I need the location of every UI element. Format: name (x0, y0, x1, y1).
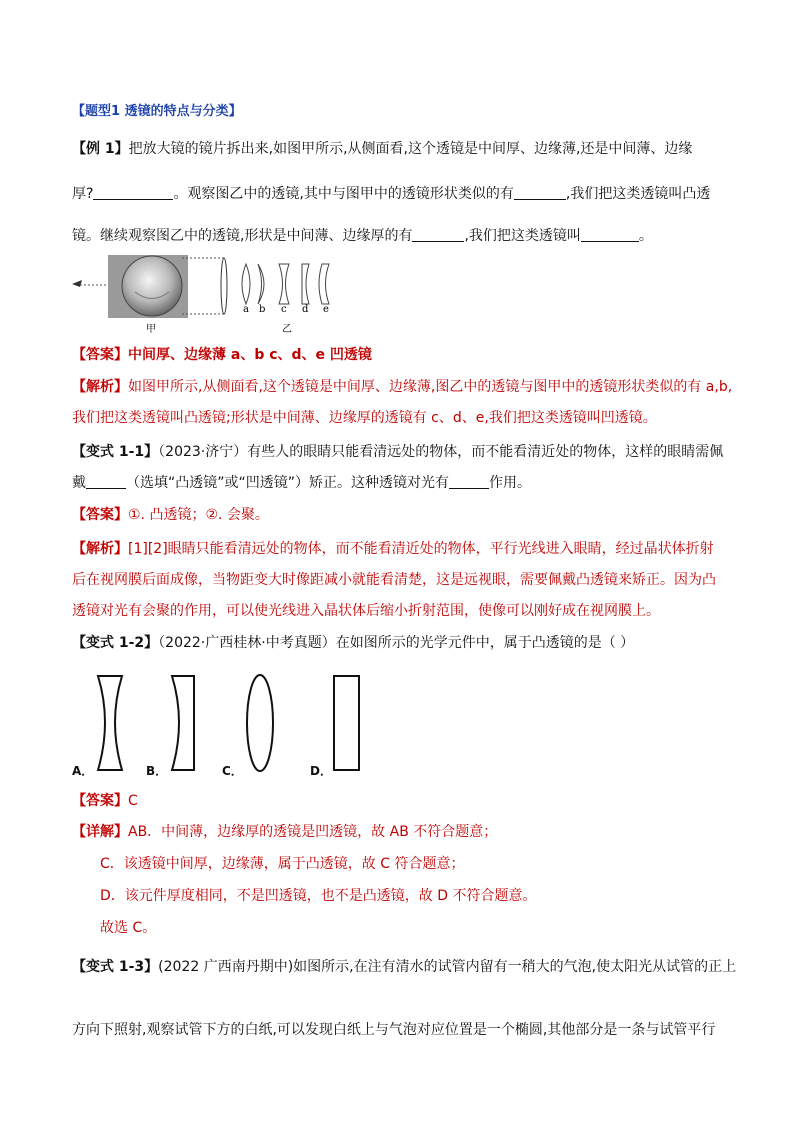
example-text: 。 (638, 228, 653, 244)
detail-label: 【详解】 (72, 824, 128, 840)
analysis-text: 如图甲所示,从侧面看,这个透镜是中间厚、边缘薄,图乙中的透镜与图甲中的透镜形状类似的有 a,b, (128, 379, 733, 395)
analysis-1-1-line-2: 后在视网膜后面成像，当物距变大时像距减小就能看清楚，这是远视眼，需要佩戴凸透镜来矫正。因为凸 (72, 572, 716, 588)
example-text: 。观察图乙中的透镜,其中与图甲中的透镜形状类似的有 (173, 186, 514, 202)
answer-blank[interactable] (86, 474, 126, 489)
lens-a (242, 264, 250, 304)
answer-text: C (128, 793, 138, 809)
analysis-label: 【解析】 (72, 541, 128, 557)
option-b-plano-concave-lens (172, 676, 194, 770)
answer-1-2 (72, 791, 138, 811)
option-d-label[interactable]: D． (310, 764, 332, 778)
variant-text: （2023·济宁）有些人的眼睛只能看清远处的物体，而不能看清近处的物体，这样的眼睛需佩 (158, 444, 724, 460)
answer-blank[interactable] (93, 185, 173, 200)
answer-text: ①. 凸透镜；②. 会聚。 (128, 507, 269, 523)
detail-text: AB．中间薄，边缘厚的透镜是凹透镜，故 AB 不符合题意； (128, 824, 498, 840)
example-text: ,我们把这类透镜叫凸透 (565, 186, 711, 202)
figure-label-jia: 甲 (146, 324, 156, 335)
example-1-line-3 (72, 226, 653, 246)
answer-1-1 (72, 505, 269, 525)
variant-text: 作用。 (489, 475, 532, 491)
example-text: 镜。继续观察图乙中的透镜,形状是中间薄、边缘厚的有 (72, 228, 413, 244)
analysis-1-1-line-3: 透镜对光有会聚的作用，可以使光线进入晶状体后缩小折射范围，使像可以刚好成在视网膜上。 (72, 603, 660, 619)
variant-1-1-line-1 (72, 442, 723, 462)
variant-1-2 (72, 633, 634, 653)
variant-label: 【变式 1-2】 (72, 635, 159, 651)
variant-label: 【变式 1-3】 (72, 959, 159, 975)
variant-1-3-line-1 (72, 957, 736, 977)
figure-label-yi: 乙 (282, 324, 292, 335)
lens-label: e (323, 304, 329, 315)
example-text: ,我们把这类透镜叫 (464, 228, 581, 244)
magnifier-lens (122, 256, 182, 316)
lens-c (279, 264, 289, 304)
analysis-1-line-1 (72, 377, 732, 397)
example-text: 厚? (72, 186, 94, 202)
variant-1-3-line-2: 方向下照射,观察试管下方的白纸,可以发现白纸上与气泡对应位置是一个椭圆,其他部分是一条与试管平行 (72, 1022, 716, 1038)
answer-1 (72, 345, 372, 365)
section-title: 【题型1 透镜的特点与分类】 (72, 104, 242, 119)
answer-label: 【答案】 (72, 507, 128, 523)
lens-label: a (243, 304, 249, 315)
variant-text: （选填“凸透镜”或“凹透镜”）矫正。这种透镜对光有 (126, 475, 450, 491)
answer-label: 【答案】 (72, 793, 128, 809)
answer-blank[interactable] (449, 474, 489, 489)
answer-text: 中间厚、边缘薄 a、b c、d、e 凹透镜 (128, 347, 372, 363)
lens-d (302, 264, 309, 304)
option-c-convex-lens (247, 675, 273, 771)
option-a-label[interactable]: A． (72, 764, 94, 778)
analysis-1-line-2: 我们把这类透镜叫凸透镜;形状是中间薄、边缘厚的透镜有 c、d、e,我们把这类透镜叫凹透镜。 (72, 410, 657, 426)
lens-side-view (221, 258, 227, 314)
option-b-label[interactable]: B． (146, 764, 168, 778)
detail-1-2-line-2: C．该透镜中间厚，边缘薄，属于凸透镜，故 C 符合题意； (100, 856, 465, 872)
variant-text: （2022·广西桂林·中考真题）在如图所示的光学元件中，属于凸透镜的是（ ） (158, 635, 635, 651)
example-1-line-2 (72, 184, 710, 204)
answer-blank[interactable] (514, 185, 566, 200)
answer-blank[interactable] (412, 227, 464, 242)
analysis-label: 【解析】 (72, 379, 128, 395)
variant-text: (2022 广西南丹期中)如图所示,在注有清水的试管内留有一稍大的气泡,使太阳光从试管的正上 (158, 959, 737, 975)
analysis-1-1-line-1 (72, 539, 714, 559)
lens-e (319, 264, 329, 304)
eye-icon (72, 280, 82, 287)
example-1-line-1 (72, 139, 692, 159)
lens-figure (60, 250, 360, 340)
example-text: 把放大镜的镜片拆出来,如图甲所示,从侧面看,这个透镜是中间厚、边缘薄,还是中间薄、边缘 (128, 141, 693, 157)
answer-blank[interactable] (581, 227, 639, 242)
lens-label: b (259, 304, 266, 315)
analysis-text: [1][2]眼睛只能看清远处的物体，而不能看清近处的物体，平行光线进入眼睛，经过晶状体折射 (128, 541, 714, 557)
lens-label: c (281, 304, 287, 315)
example-label: 【例 1】 (72, 141, 129, 157)
option-c-label[interactable]: C． (222, 764, 243, 778)
variant-label: 【变式 1-1】 (72, 444, 159, 460)
detail-1-2-line-4: 故选 C。 (100, 920, 157, 936)
option-a-biconcave-lens (98, 676, 122, 770)
answer-label: 【答案】 (72, 347, 128, 363)
detail-1-2-line-3: D．该元件厚度相同，不是凹透镜，也不是凸透镜，故 D 不符合题意。 (100, 888, 537, 904)
lens-label: d (302, 304, 309, 315)
detail-1-2-line-1 (72, 822, 497, 842)
variant-text: 戴 (72, 475, 86, 491)
option-d-flat-glass (334, 676, 359, 770)
variant-1-1-line-2 (72, 473, 531, 493)
